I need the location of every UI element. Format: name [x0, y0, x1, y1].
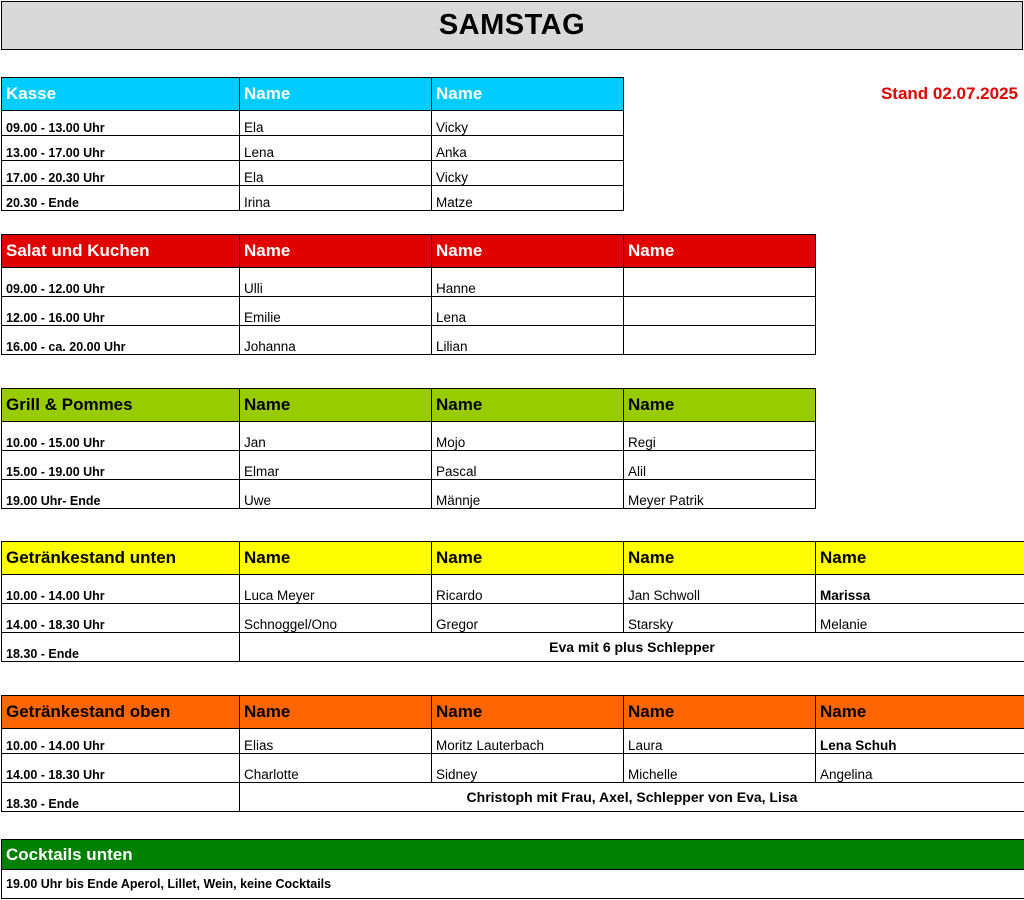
volunteer-name: Lilian: [432, 326, 624, 355]
volunteer-name: Jan: [240, 422, 432, 451]
salat-header-name: Name: [624, 235, 816, 268]
volunteer-name: Ulli: [240, 268, 432, 297]
grill-table: [1, 388, 816, 509]
grill-header-name: Name: [240, 389, 432, 422]
salat-header-row: [2, 235, 816, 268]
getraenke-unten-header-row: [2, 542, 1024, 575]
getraenke-oben-header-name: Name: [432, 696, 624, 729]
getraenke-unten-header-name: Name: [432, 542, 624, 575]
table-row: [2, 633, 1024, 662]
volunteer-name: Luca Meyer: [240, 575, 432, 604]
volunteer-name: Johanna: [240, 326, 432, 355]
grill-header-name: Name: [624, 389, 816, 422]
shift-time: 18.30 - Ende: [2, 783, 240, 812]
getraenke-oben-header-name: Name: [240, 696, 432, 729]
volunteer-name: Marissa: [816, 575, 1024, 604]
getraenke-oben-header-row: [2, 696, 1024, 729]
volunteer-name: Charlotte: [240, 754, 432, 783]
grill-header-name: Name: [432, 389, 624, 422]
grill-header-area: Grill & Pommes: [2, 389, 240, 422]
getraenke-unten-table: [1, 541, 1024, 662]
getraenke-oben-header-name: Name: [816, 696, 1024, 729]
kasse-header-area: Kasse: [2, 78, 240, 111]
shift-time: 16.00 - ca. 20.00 Uhr: [2, 326, 240, 355]
shift-time: 14.00 - 18.30 Uhr: [2, 604, 240, 633]
volunteer-name: Lena Schuh: [816, 729, 1024, 754]
table-row: [2, 451, 816, 480]
salat-header-name: Name: [240, 235, 432, 268]
volunteer-name: Uwe: [240, 480, 432, 509]
table-row: [2, 136, 624, 161]
table-row: [2, 297, 816, 326]
salat-table: [1, 234, 816, 355]
shift-time: 10.00 - 14.00 Uhr: [2, 575, 240, 604]
getraenke-oben-table: [1, 695, 1024, 812]
shift-time: 10.00 - 14.00 Uhr: [2, 729, 240, 754]
volunteer-name: Sidney: [432, 754, 624, 783]
cocktails-header-row: [2, 840, 1024, 870]
salat-header-name: Name: [432, 235, 624, 268]
getraenke-unten-header-area: Getränkestand unten: [2, 542, 240, 575]
volunteer-name: Hanne: [432, 268, 624, 297]
shift-time: 15.00 - 19.00 Uhr: [2, 451, 240, 480]
volunteer-name: [624, 326, 816, 355]
table-row: [2, 186, 624, 211]
volunteer-name: Elias: [240, 729, 432, 754]
volunteer-name: Pascal: [432, 451, 624, 480]
shift-time: 17.00 - 20.30 Uhr: [2, 161, 240, 186]
table-row: [2, 729, 1024, 754]
cocktails-table: [1, 839, 1024, 899]
volunteer-name: Vicky: [432, 161, 624, 186]
volunteer-name: Mojo: [432, 422, 624, 451]
volunteer-name: Melanie: [816, 604, 1024, 633]
page-title: SAMSTAG: [1, 1, 1023, 50]
shift-time: 10.00 - 15.00 Uhr: [2, 422, 240, 451]
volunteer-name: Gregor: [432, 604, 624, 633]
volunteer-name: Lena: [432, 297, 624, 326]
shift-time: 12.00 - 16.00 Uhr: [2, 297, 240, 326]
table-row: [2, 111, 624, 136]
table-row: [2, 575, 1024, 604]
cocktails-note: 19.00 Uhr bis Ende Aperol, Lillet, Wein, keine Cocktails: [2, 870, 1024, 899]
shift-time: 18.30 - Ende: [2, 633, 240, 662]
kasse-header-row: [2, 78, 624, 111]
getraenke-unten-header-name: Name: [240, 542, 432, 575]
volunteer-name: Anka: [432, 136, 624, 161]
volunteer-name: Moritz Lauterbach: [432, 729, 624, 754]
table-row: [2, 422, 816, 451]
getraenke-oben-header-name: Name: [624, 696, 816, 729]
volunteer-name: Starsky: [624, 604, 816, 633]
shift-time: 09.00 - 13.00 Uhr: [2, 111, 240, 136]
table-row: [2, 268, 816, 297]
volunteer-name: Meyer Patrik: [624, 480, 816, 509]
volunteer-name: Emilie: [240, 297, 432, 326]
cocktails-header-area: Cocktails unten: [2, 840, 1024, 870]
volunteer-name: Schnoggel/Ono: [240, 604, 432, 633]
volunteer-name: Ela: [240, 161, 432, 186]
table-row: [2, 754, 1024, 783]
kasse-table: [1, 77, 624, 211]
table-row: [2, 480, 816, 509]
table-row: [2, 870, 1024, 899]
kasse-header-name: Name: [240, 78, 432, 111]
shift-note: Christoph mit Frau, Axel, Schlepper von Eva, Lisa: [240, 783, 1024, 812]
volunteer-name: Michelle: [624, 754, 816, 783]
volunteer-name: Männje: [432, 480, 624, 509]
getraenke-oben-header-area: Getränkestand oben: [2, 696, 240, 729]
volunteer-name: [624, 268, 816, 297]
shift-time: 13.00 - 17.00 Uhr: [2, 136, 240, 161]
shift-note: Eva mit 6 plus Schlepper: [240, 633, 1024, 662]
volunteer-name: Ela: [240, 111, 432, 136]
shift-time: 09.00 - 12.00 Uhr: [2, 268, 240, 297]
table-row: [2, 161, 624, 186]
volunteer-name: Jan Schwoll: [624, 575, 816, 604]
volunteer-name: Irina: [240, 186, 432, 211]
kasse-header-name: Name: [432, 78, 624, 111]
shift-time: 19.00 Uhr- Ende: [2, 480, 240, 509]
volunteer-name: Angelina: [816, 754, 1024, 783]
getraenke-unten-header-name: Name: [624, 542, 816, 575]
volunteer-name: Matze: [432, 186, 624, 211]
volunteer-name: Laura: [624, 729, 816, 754]
table-row: [2, 326, 816, 355]
volunteer-name: Regi: [624, 422, 816, 451]
volunteer-name: [624, 297, 816, 326]
stand-date: Stand 02.07.2025: [880, 84, 1018, 103]
volunteer-name: Lena: [240, 136, 432, 161]
volunteer-name: Elmar: [240, 451, 432, 480]
salat-header-area: Salat und Kuchen: [2, 235, 240, 268]
table-row: [2, 604, 1024, 633]
shift-time: 14.00 - 18.30 Uhr: [2, 754, 240, 783]
volunteer-name: Alil: [624, 451, 816, 480]
grill-header-row: [2, 389, 816, 422]
volunteer-name: Vicky: [432, 111, 624, 136]
getraenke-unten-header-name: Name: [816, 542, 1024, 575]
volunteer-name: Ricardo: [432, 575, 624, 604]
shift-time: 20.30 - Ende: [2, 186, 240, 211]
table-row: [2, 783, 1024, 812]
